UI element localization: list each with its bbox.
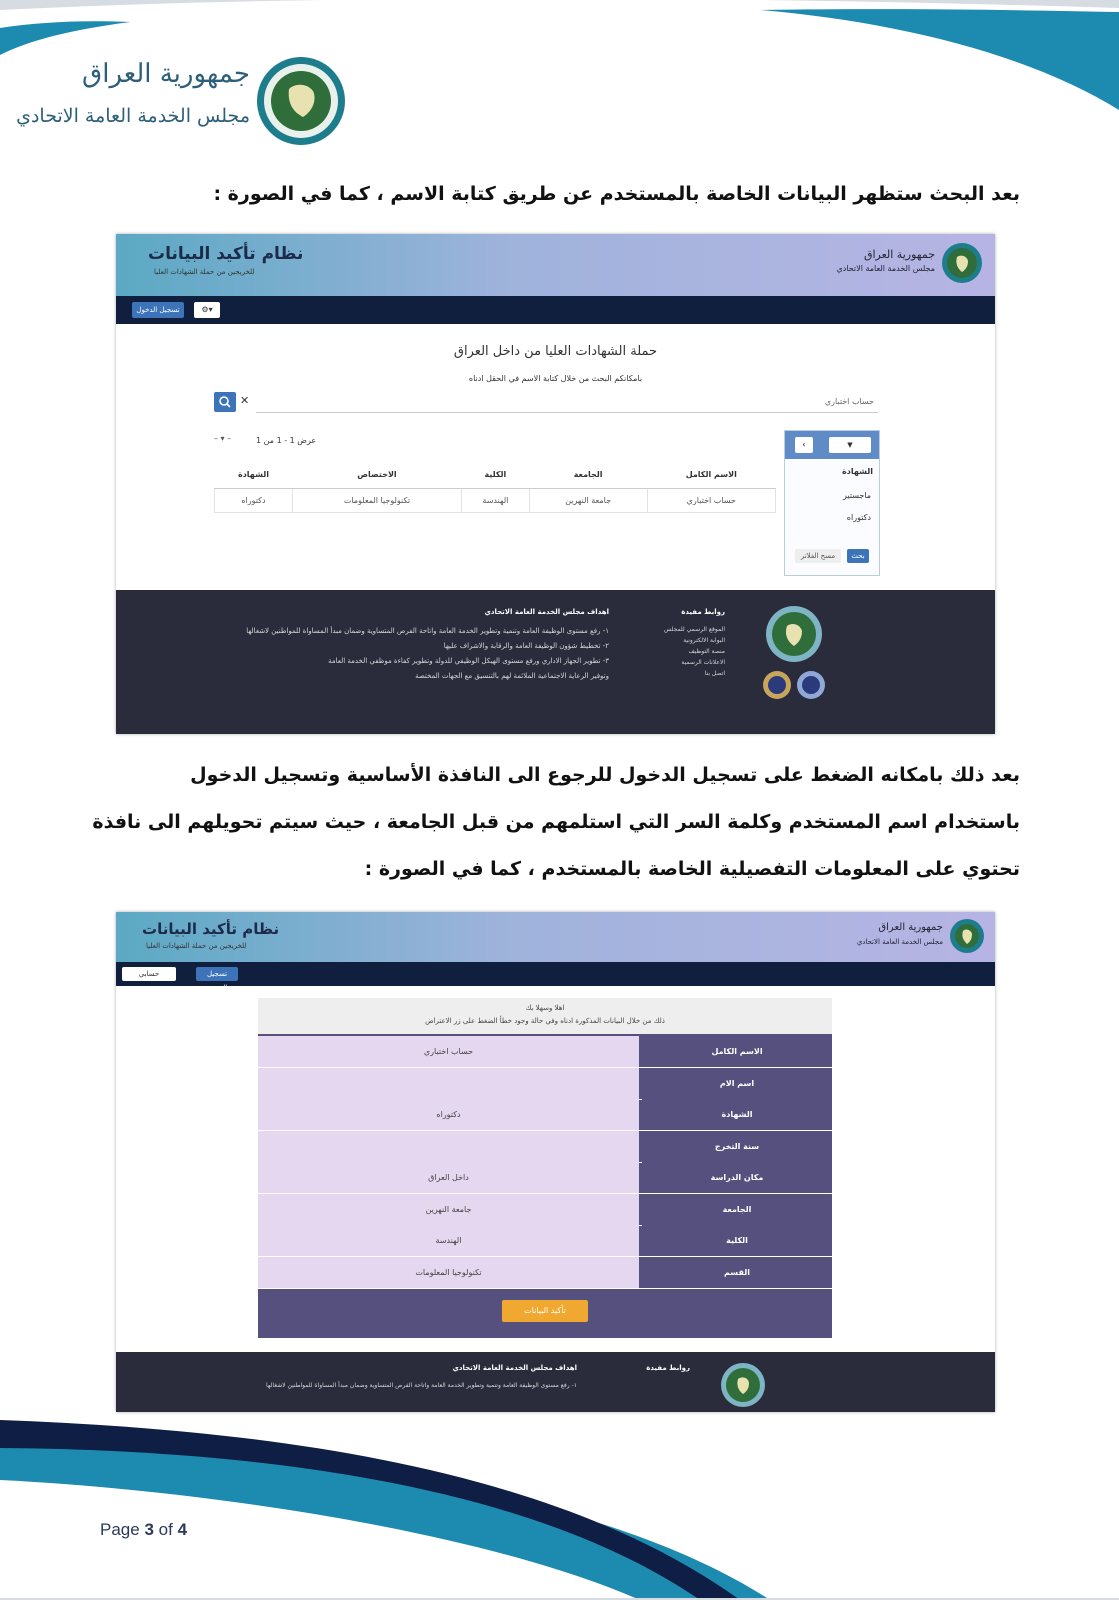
logout-button[interactable]: تسجيل الخروج xyxy=(196,967,238,981)
filter-reset-btn[interactable]: مسح الفلاتر xyxy=(795,549,841,563)
header-logo-text: جمهورية العراق xyxy=(863,248,935,261)
footer-links-title: روابط مفيدة xyxy=(646,1364,690,1372)
screenshot-search-results xyxy=(116,234,995,734)
filter-header xyxy=(785,431,879,459)
nav-bar xyxy=(116,962,995,992)
detail-label: سنة التخرج xyxy=(642,1131,832,1162)
footer-goal: ٣- تطوير الجهاز الاداري ورفع مستوى الهيكل الوظيفي للدولة وتطوير كفاءة موظفي الخدمة العامة xyxy=(328,657,609,665)
paragraph-2-line-3: تحتوي على المعلومات التفصيلية الخاصة بالمستخدم ، كما في الصورة : xyxy=(364,858,1020,880)
search-hint: بامكانكم البحث من خلال كتابة الاسم في الحقل ادناه xyxy=(468,374,643,383)
footer-goal: وتوفير الرعاية الاجتماعية الملائمة لهم بالتنسيق مع الجهات المختصة xyxy=(415,672,609,680)
detail-row xyxy=(258,1257,832,1289)
detail-value xyxy=(258,1131,639,1162)
header-logo-text-2: مجلس الخدمة العامة الاتحادي xyxy=(856,938,943,946)
page-number xyxy=(100,1520,187,1540)
detail-row xyxy=(258,1068,832,1100)
footer-goal-line: ١- رفع مستوى الوظيفة العامة وتنمية وتطوير الخدمة العامة واتاحة الفرص المتساوية وضمان مبدأ المساواة للمواطنين لاشغالها xyxy=(266,1382,577,1389)
site-footer xyxy=(116,590,995,734)
filter-title: الشهادة xyxy=(842,467,873,476)
footer-link[interactable]: منصة التوظيف xyxy=(688,648,725,655)
paragraph-2-line-2: باستخدام اسم المستخدم وكلمة السر التي استلمهم من قبل الجامعة ، حيث سيتم تحويلهم الى نافذة xyxy=(92,811,1020,833)
detail-value xyxy=(258,1068,639,1099)
paragraph-2-line-1: بعد ذلك بامكانه الضغط على تسجيل الدخول للرجوع الى النافذة الأساسية وتسجيل الدخول xyxy=(190,764,1020,786)
paragraph-1: بعد البحث ستظهر البيانات الخاصة بالمستخدم عن طريق كتابة الاسم ، كما في الصورة : xyxy=(213,183,1020,205)
table-header-cell: الاسم الكامل xyxy=(647,462,775,488)
page-word: Page xyxy=(100,1520,140,1539)
search-icon xyxy=(214,392,236,412)
site-footer xyxy=(116,1352,995,1412)
footer-goals-title: اهداف مجلس الخدمة العامة الاتحادي xyxy=(452,1364,577,1372)
footer-goal: ٢- تخطيط شؤون الوظيفة العامة والرقابة والاشراف عليها xyxy=(443,642,609,650)
detail-value: حساب اختباري xyxy=(258,1036,639,1067)
table-header-cell: الاختصاص xyxy=(292,462,461,488)
notice-title: اهلا وسهلا بك xyxy=(525,1004,565,1012)
detail-label: مكان الدراسة xyxy=(642,1162,832,1193)
emblem-icon xyxy=(941,242,983,284)
filter-panel xyxy=(784,430,880,576)
system-title: نظام تأكيد البيانات xyxy=(148,244,304,264)
table-cell: تكنولوجيا المعلومات xyxy=(292,488,461,512)
footer-goals xyxy=(229,624,609,684)
footer-goal: ١- رفع مستوى الوظيفة العامة وتنمية وتطوير الخدمة العامة واتاحة الفرص المتساوية وضمان مبدأ المساواة للمواطنين لاشغالها xyxy=(246,627,609,635)
detail-row xyxy=(258,1131,832,1163)
system-header xyxy=(116,912,995,962)
header-logo-text: جمهورية العراق xyxy=(878,922,943,933)
detail-label: الجامعة xyxy=(642,1194,832,1225)
detail-value: الهندسة xyxy=(258,1225,639,1256)
header-logo-text-2: مجلس الخدمة العامة الاتحادي xyxy=(836,264,935,273)
system-subtitle: للخريجين من حملة الشهادات العليا xyxy=(154,268,255,276)
table-header-cell: الكلية xyxy=(462,462,530,488)
logo-text-line1: جمهورية العراق xyxy=(82,59,250,89)
settings-button[interactable]: ⚙▾ xyxy=(194,302,220,318)
page-total: 4 xyxy=(177,1520,188,1539)
filter-toggle-button[interactable]: ‹ xyxy=(795,437,813,453)
search-input[interactable] xyxy=(256,392,878,413)
nav-bar xyxy=(116,296,995,324)
page-of-word: of xyxy=(158,1520,173,1539)
logo-text-line2: مجلس الخدمة العامة الاتحادي xyxy=(16,105,250,127)
detail-value: جامعة النهرين xyxy=(258,1194,639,1225)
footer-goals-title: اهداف مجلس الخدمة العامة الاتحادي xyxy=(484,608,609,616)
detail-label: الاسم الكامل xyxy=(642,1036,832,1067)
filter-option-1[interactable]: ماجستير xyxy=(842,491,871,500)
table-header-cell: الشهادة xyxy=(215,462,293,488)
footer-link[interactable]: البوابة الالكترونية xyxy=(683,637,725,644)
filter-option-2[interactable]: دكتوراه xyxy=(846,513,871,522)
notice-box xyxy=(258,998,832,1034)
search-input-value: حساب اختباري xyxy=(824,397,874,406)
details-rows xyxy=(258,1036,832,1288)
table-cell: دكتوراه xyxy=(215,488,293,512)
footer-links-title: روابط مفيدة xyxy=(681,608,725,616)
partner-logo-icon xyxy=(762,670,792,700)
emblem-icon xyxy=(949,918,985,954)
detail-value: دكتوراه xyxy=(258,1099,639,1130)
detail-row xyxy=(258,1099,832,1131)
account-dropdown[interactable]: حسابي xyxy=(122,967,176,981)
clear-search-icon[interactable]: ✕ xyxy=(240,394,250,407)
table-header-row xyxy=(215,462,776,488)
emblem-icon xyxy=(255,55,347,147)
footer-link[interactable]: الاعلانات الرسمية xyxy=(681,659,725,666)
system-title: نظام تأكيد البيانات xyxy=(142,920,280,938)
detail-row xyxy=(258,1036,832,1068)
filter-search-button[interactable]: ▼ xyxy=(829,437,871,453)
system-subtitle: للخريجين من حملة الشهادات العليا xyxy=(146,942,247,950)
page-current: 3 xyxy=(144,1520,154,1539)
detail-label: الكلية xyxy=(642,1225,832,1256)
results-table xyxy=(214,462,776,513)
page-heading: حملة الشهادات العليا من داخل العراق xyxy=(453,344,658,359)
detail-row xyxy=(258,1162,832,1194)
footer-link[interactable]: اتصل بنا xyxy=(704,670,725,677)
bottom-decoration xyxy=(0,1420,1119,1600)
partner-logo-icon-2 xyxy=(796,670,826,700)
table-cell: حساب اختباري xyxy=(647,488,775,512)
table-cell: الهندسة xyxy=(462,488,530,512)
detail-label: الشهادة xyxy=(642,1099,832,1130)
page-size-select[interactable]: – ▾ – xyxy=(214,434,232,443)
filter-search-btn[interactable]: بحث xyxy=(847,549,869,563)
footer-links xyxy=(635,624,725,679)
detail-value: داخل العراق xyxy=(258,1162,639,1193)
detail-value: تكنولوجيا المعلومات xyxy=(258,1257,639,1288)
table-header-cell: الجامعة xyxy=(529,462,647,488)
table-cell: جامعة النهرين xyxy=(529,488,647,512)
emblem-icon xyxy=(764,604,824,664)
detail-label: اسم الام xyxy=(642,1068,832,1099)
login-button[interactable]: تسجيل الدخول xyxy=(132,302,184,318)
detail-label: القسم xyxy=(642,1257,832,1288)
search-button[interactable] xyxy=(214,392,236,412)
emblem-icon xyxy=(720,1362,766,1408)
header-logo xyxy=(16,55,350,150)
detail-row xyxy=(258,1194,832,1226)
system-header xyxy=(116,234,995,296)
details-card xyxy=(258,998,832,1338)
screenshot-user-details xyxy=(116,912,995,1412)
notice-text: ذلك من خلال البيانات المذكورة ادناه وفي حالة وجود خطأ الضغط على زر الاعتراض xyxy=(425,1017,665,1025)
footer-link[interactable]: الموقع الرسمي للمجلس xyxy=(663,626,725,633)
confirm-button[interactable]: تأكيد البيانات xyxy=(502,1300,588,1322)
detail-row xyxy=(258,1225,832,1257)
pagination-info: عرض 1 - 1 من 1 xyxy=(256,436,317,445)
table-row[interactable] xyxy=(215,488,776,512)
